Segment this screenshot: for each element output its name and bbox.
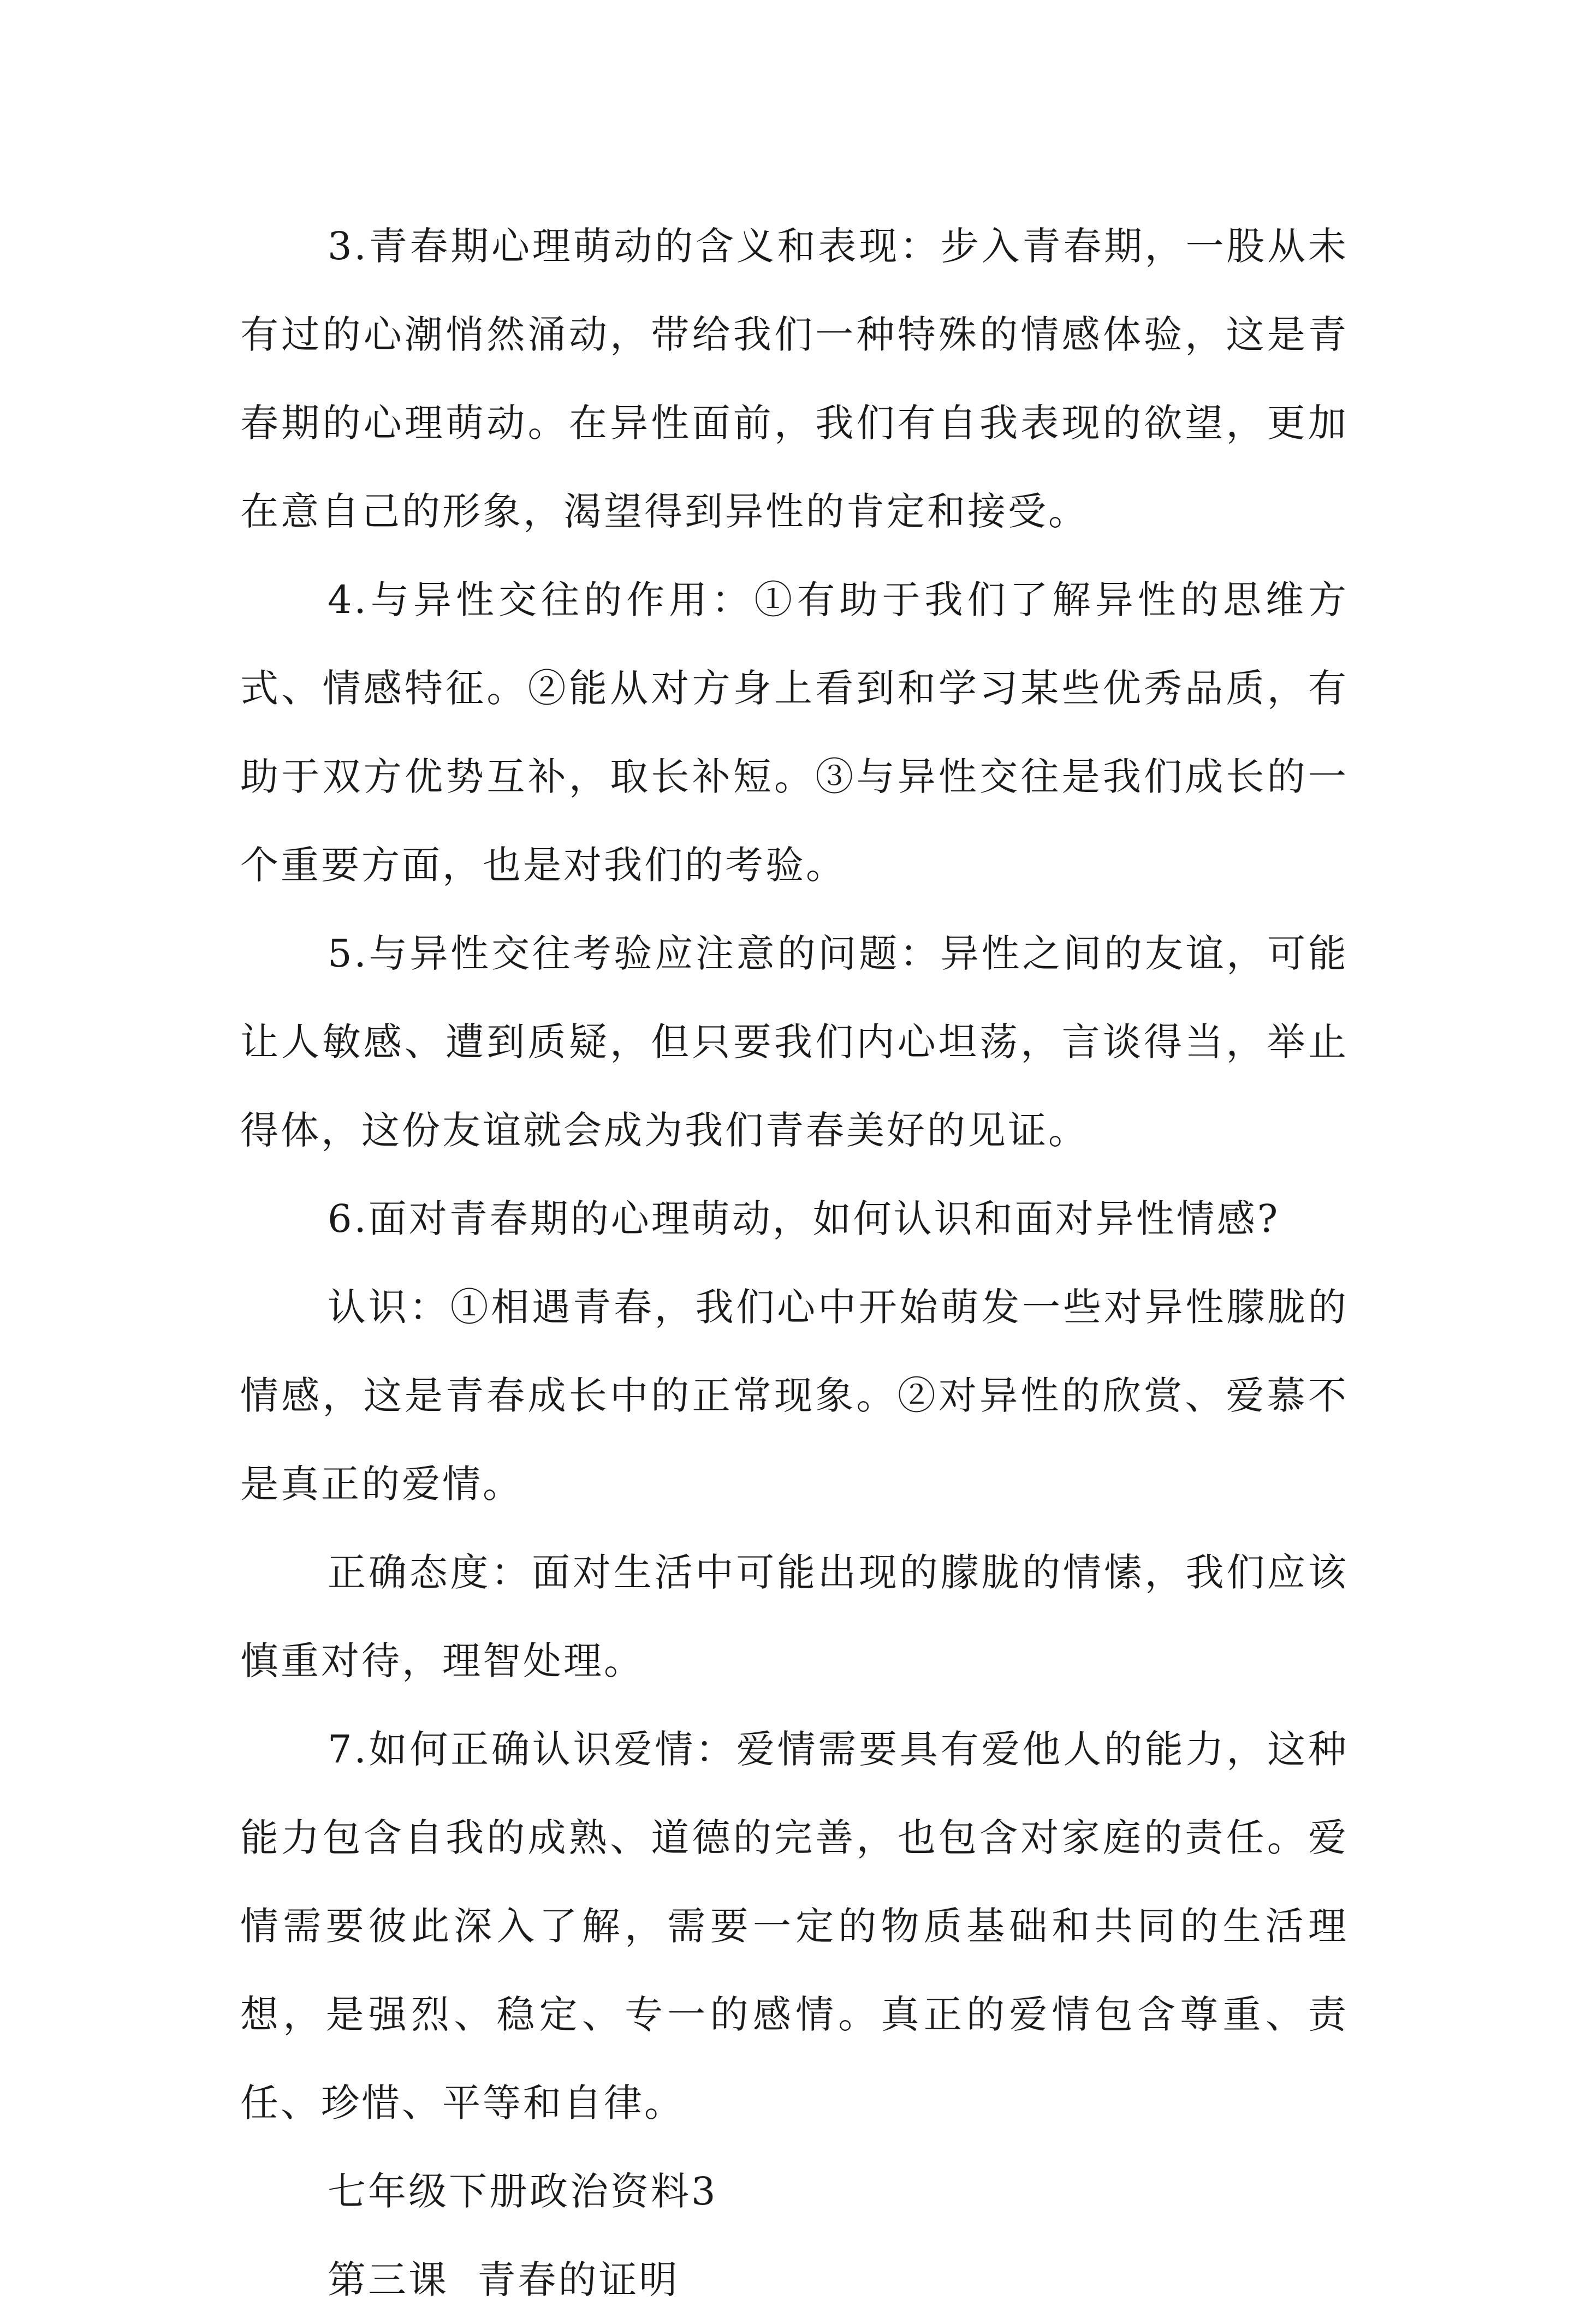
- document-body: [240, 202, 1349, 2324]
- section-heading-material: 七年级下册政治资料3: [328, 2169, 718, 2214]
- paragraph-interaction-cautions: 5.与异性交往考验应注意的问题：异性之间的友谊，可能让人敏感、遭到质疑，但只要我们内心坦荡，言谈得当，举止得体，这份友谊就会成为我们青春美好的见证。: [240, 931, 1349, 1153]
- paragraph-opposite-sex-interaction-role: 4.与异性交往的作用：①有助于我们了解异性的思维方式、情感特征。②能从对方身上看到和学习某些优秀品质，有助于双方优势互补，取长补短。③与异性交往是我们成长的一个重要方面，也是对我们的考验。: [240, 577, 1349, 887]
- paragraph-correct-attitude: 正确态度：面对生活中可能出现的朦胧的情愫，我们应该慎重对待，理智处理。: [240, 1550, 1349, 1683]
- paragraph-understanding: 认识：①相遇青春，我们心中开始萌发一些对异性朦胧的情感，这是青春成长中的正常现象。②对异性的欣赏、爱慕不是真正的爱情。: [240, 1285, 1349, 1506]
- paragraph-question-six: 6.面对青春期的心理萌动，如何认识和面对异性情感?: [328, 1196, 1280, 1241]
- lesson-title: 第三课 青春的证明: [328, 2257, 680, 2302]
- paragraph-adolescent-emotions: 3.青春期心理萌动的含义和表现：步入青春期，一股从未有过的心潮悄然涌动，带给我们一种特殊的情感体验，这是青春期的心理萌动。在异性面前，我们有自我表现的欲望，更加在意自己的形象，渴望得到异性的肯定和接受。: [240, 224, 1349, 534]
- paragraph-understanding-love: 7.如何正确认识爱情：爱情需要具有爱他人的能力，这种能力包含自我的成熟、道德的完善，也包含对家庭的责任。爱情需要彼此深入了解，需要一定的物质基础和共同的生活理想，是强烈、稳定、专一的感情。真正的爱情包含尊重、责任、珍惜、平等和自律。: [240, 1727, 1349, 2125]
